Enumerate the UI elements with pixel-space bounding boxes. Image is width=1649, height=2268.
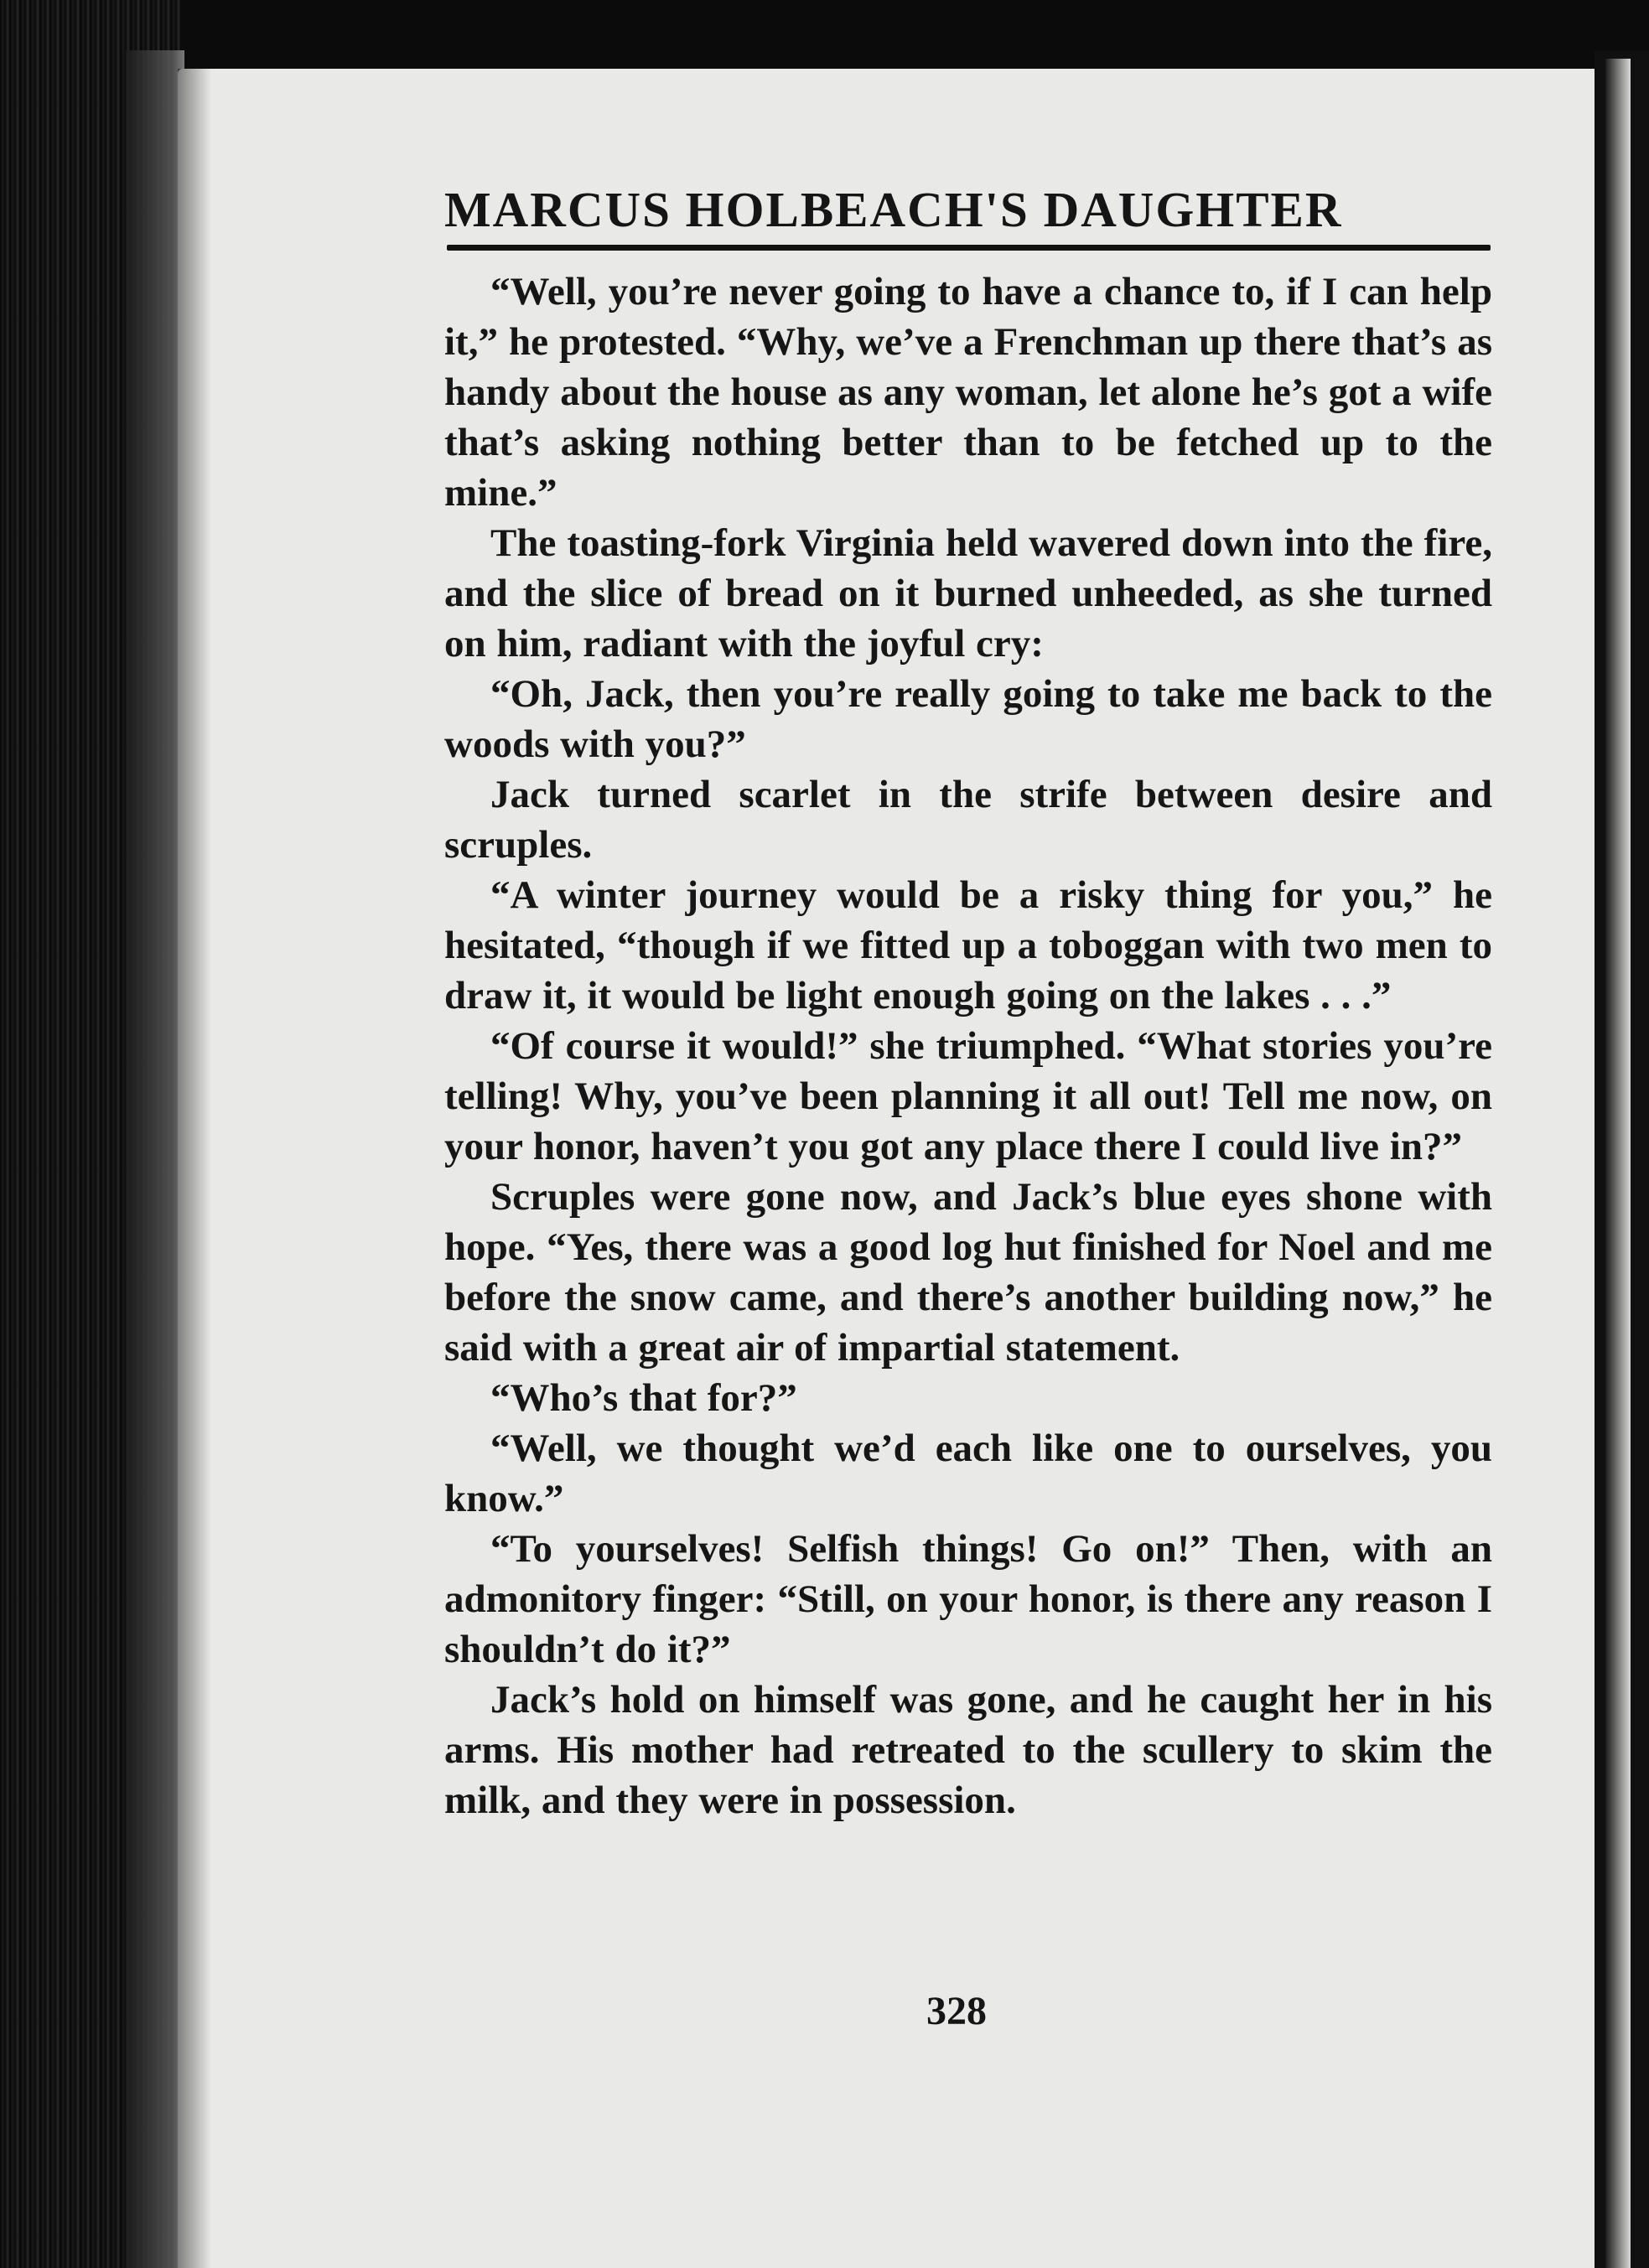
paragraph: “Of course it would!” she triumphed. “What stories you’re telling! Why, you’ve been planning it all out! Tell me now, on your honor, haven’t you got any place there I could live in?” xyxy=(444,1024,1492,1168)
paragraph: The toasting-fork Virginia held wavered down into the fire, and the slice of bread on it burned unheeded, as she turned on him, radiant with the joyful cry: xyxy=(444,521,1492,665)
paragraph: Jack’s hold on himself was gone, and he caught her in his arms. His mother had retreated to the scullery to skim the milk, and they were in possession. xyxy=(444,1678,1492,1822)
paragraph: “Well, we thought we’d each like one to ourselves, you know.” xyxy=(444,1427,1492,1520)
running-head: MARCUS HOLBEACH'S DAUGHTER xyxy=(444,182,1343,237)
body-text xyxy=(444,267,1492,1825)
paragraph: “Who’s that for?” xyxy=(490,1376,797,1420)
paragraph: “Oh, Jack, then you’re really going to take me back to the woods with you?” xyxy=(444,672,1492,766)
binding-edge xyxy=(126,50,184,2268)
paragraph: “A winter journey would be a risky thing for you,” he hesitated, “though if we fitted up a toboggan with two men to draw it, it would be light enough going on the lakes . . .” xyxy=(444,873,1492,1017)
paragraph: “Well, you’re never going to have a chance to, if I can help it,” he protested. “Why, we’ve a Frenchman up there that’s as handy about the house as any woman, let alone he’s got a wife that’s asking nothing better than to be fetched up to the mine.” xyxy=(444,270,1492,515)
page-number: 328 xyxy=(926,1989,987,2033)
header-rule xyxy=(447,245,1491,251)
paragraph: “To yourselves! Selfish things! Go on!” Then, with an admonitory finger: “Still, on your honor, is there any reason I shouldn’t do it?” xyxy=(444,1527,1492,1671)
paragraph: Jack turned scarlet in the strife between desire and scruples. xyxy=(444,773,1492,867)
paragraph: Scruples were gone now, and Jack’s blue eyes shone with hope. “Yes, there was a good log hut finished for Noel and me before the snow came, and there’s another building now,” he said with a great air of impartial statement. xyxy=(444,1175,1492,1370)
gutter-shadow xyxy=(178,69,211,2268)
adjacent-page-edge xyxy=(1605,59,1631,2268)
